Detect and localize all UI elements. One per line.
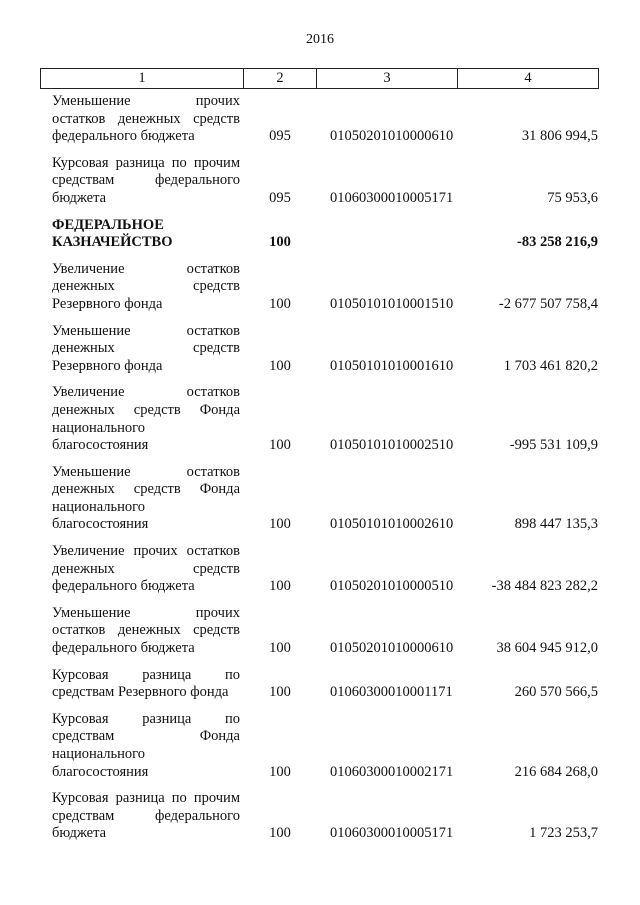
row-kbk: 01050201010000610 — [330, 640, 454, 657]
row-amount: -2 677 507 758,4 — [498, 295, 598, 312]
description-line: ФЕДЕРАЛЬНОЕ — [52, 216, 164, 233]
table-row — [52, 217, 598, 252]
description-line: национального — [52, 498, 145, 515]
description-line: Резервного фонда — [52, 357, 163, 374]
row-amount: 1 703 461 820,2 — [503, 357, 598, 374]
row-description — [52, 605, 240, 658]
row-kbk: 01060300010005171 — [330, 189, 454, 206]
description-line: Увеличение остатков — [52, 260, 240, 277]
description-line: КАЗНАЧЕЙСТВО — [52, 234, 173, 251]
row-description — [52, 323, 240, 376]
row-amount: -83 258 216,9 — [517, 234, 598, 251]
row-code: 100 — [269, 684, 291, 701]
description-line: Уменьшение остатков — [52, 322, 240, 339]
table-row — [52, 261, 598, 314]
description-line: благосостояния — [52, 763, 149, 780]
row-description — [52, 667, 240, 702]
description-line: денежных средств Фонда — [52, 481, 240, 498]
page-number: 2016 — [306, 32, 334, 47]
row-code: 100 — [269, 357, 291, 374]
table-row — [52, 605, 598, 658]
row-kbk: 01050101010002610 — [330, 516, 454, 533]
table-row — [52, 464, 598, 534]
table-body — [52, 93, 598, 852]
row-amount: -995 531 109,9 — [509, 437, 598, 454]
row-description — [52, 217, 240, 252]
row-kbk: 01060300010005171 — [330, 825, 454, 842]
description-line: средствам Резервного фонда — [52, 684, 229, 701]
row-kbk: 01060300010001171 — [330, 684, 453, 701]
description-line: Уменьшение прочих — [52, 93, 240, 109]
row-code: 095 — [269, 128, 291, 145]
description-line: Увеличение остатков — [52, 384, 240, 401]
row-code: 100 — [269, 763, 291, 780]
description-line: Курсовая разница по прочим — [52, 154, 240, 171]
header-col-4: 4 — [524, 70, 532, 86]
description-line: Курсовая разница по — [52, 710, 240, 727]
row-code: 100 — [269, 437, 291, 454]
row-code: 100 — [269, 295, 291, 312]
table-row — [52, 543, 598, 596]
row-kbk: 01060300010002171 — [330, 763, 454, 780]
row-amount: 1 723 253,7 — [529, 825, 598, 842]
description-line: Резервного фонда — [52, 295, 163, 312]
row-kbk: 01050201010000510 — [330, 578, 454, 595]
description-line: средствам федерального — [52, 172, 240, 189]
description-line: федерального бюджета — [52, 128, 195, 145]
table-row — [52, 323, 598, 376]
description-line: средствам федерального — [52, 807, 240, 824]
description-line: средствам Фонда — [52, 728, 240, 745]
table-row — [52, 93, 598, 146]
row-description — [52, 384, 240, 454]
row-amount: 75 953,6 — [547, 189, 598, 206]
header-col-3: 3 — [317, 69, 458, 88]
row-description — [52, 261, 240, 314]
row-code: 095 — [269, 189, 291, 206]
description-line: денежных средств Фонда — [52, 401, 240, 418]
header-col-2: 2 — [244, 69, 317, 88]
table-header — [40, 68, 599, 89]
description-line: денежных средств — [52, 278, 240, 295]
description-line: денежных средств — [52, 560, 240, 577]
row-description — [52, 155, 240, 208]
row-code: 100 — [269, 234, 291, 251]
row-kbk: 01050101010001510 — [330, 295, 454, 312]
table-row — [52, 790, 598, 843]
description-line: остатков денежных средств — [52, 110, 240, 127]
description-line: бюджета — [52, 825, 107, 842]
table-row — [52, 384, 598, 454]
description-line: бюджета — [52, 189, 107, 206]
description-line: национального — [52, 419, 145, 436]
description-line: Курсовая разница по — [52, 666, 240, 683]
description-line: Курсовая разница по прочим — [52, 790, 240, 807]
row-description — [52, 464, 240, 534]
row-code: 100 — [269, 825, 291, 842]
description-line: денежных средств — [52, 340, 240, 357]
row-code: 100 — [269, 578, 291, 595]
row-amount: 31 806 994,5 — [521, 128, 598, 145]
row-amount: 38 604 945 912,0 — [496, 640, 598, 657]
description-line: федерального бюджета — [52, 578, 195, 595]
table-row — [52, 155, 598, 208]
description-line: национального — [52, 746, 145, 762]
row-description — [52, 543, 240, 596]
description-line: федерального бюджета — [52, 640, 195, 657]
row-code: 100 — [269, 516, 291, 533]
row-amount: 898 447 135,3 — [514, 516, 598, 533]
row-kbk: 01050201010000610 — [330, 128, 454, 145]
row-amount: 216 684 268,0 — [514, 763, 598, 780]
row-amount: 260 570 566,5 — [514, 684, 598, 701]
header-col-1: 1 — [41, 69, 244, 88]
table-row — [52, 711, 598, 781]
table-row — [52, 667, 598, 702]
description-line: благосостояния — [52, 516, 149, 533]
row-description — [52, 790, 240, 843]
description-line: благосостояния — [52, 437, 149, 454]
row-description — [52, 93, 240, 146]
description-line: остатков денежных средств — [52, 622, 240, 639]
description-line: Увеличение прочих остатков — [52, 543, 240, 560]
description-line: Уменьшение остатков — [52, 463, 240, 480]
row-description — [52, 711, 240, 781]
row-kbk: 01050101010002510 — [330, 437, 454, 454]
description-line: Уменьшение прочих — [52, 604, 240, 621]
row-code: 100 — [269, 640, 291, 657]
row-kbk: 01050101010001610 — [330, 357, 454, 374]
row-amount: -38 484 823 282,2 — [491, 578, 598, 595]
